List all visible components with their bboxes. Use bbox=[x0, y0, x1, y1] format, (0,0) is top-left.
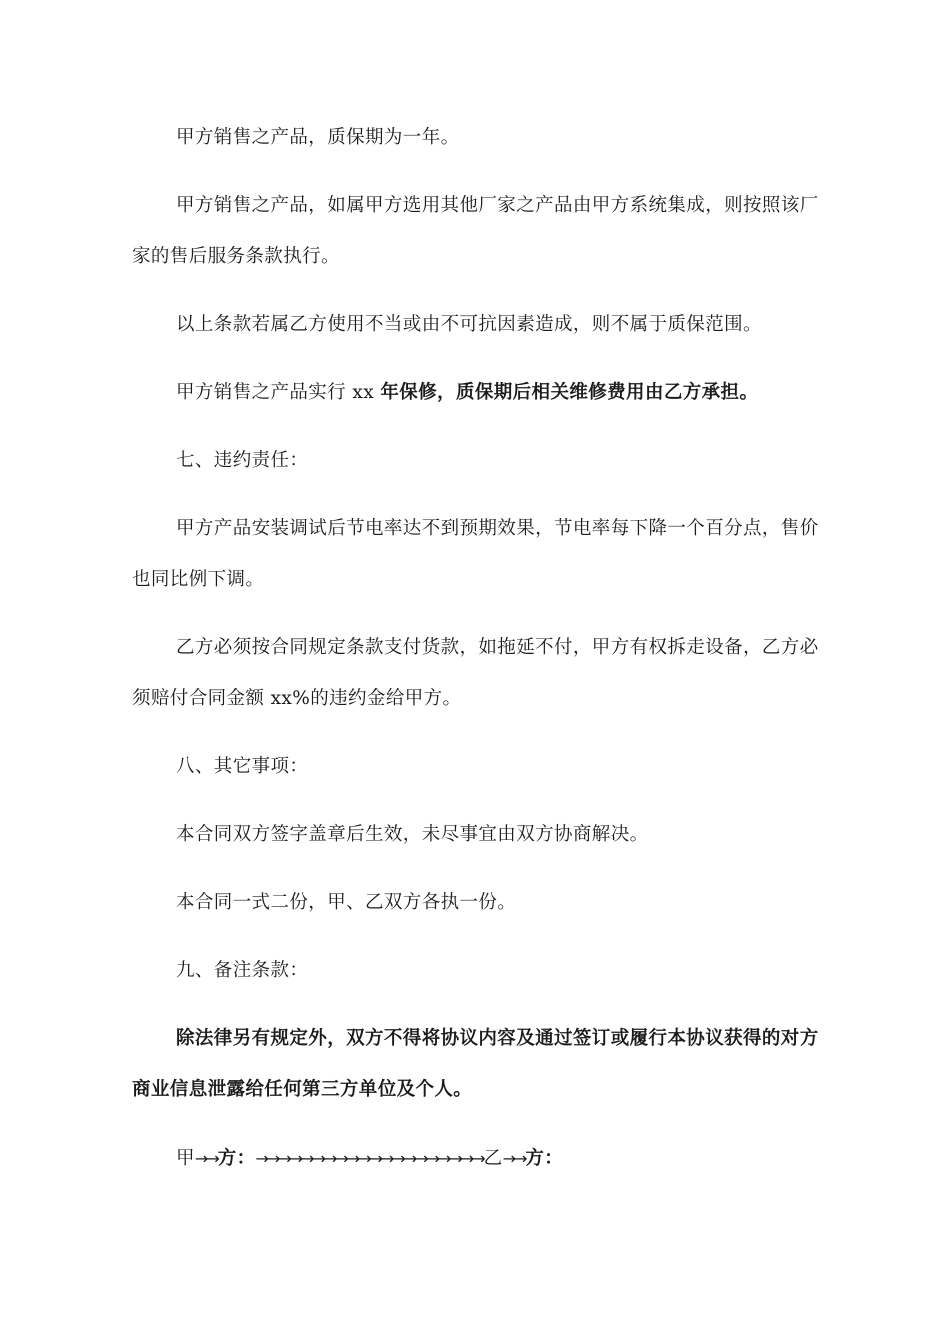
party-b-char: 乙 bbox=[483, 1148, 503, 1169]
paragraph-warranty-period: 甲方销售之产品，质保期为一年。 bbox=[176, 127, 460, 148]
paragraph-copies-clause: 本合同一式二份，甲、乙双方各执一份。 bbox=[176, 892, 517, 913]
party-a-char: 甲 bbox=[176, 1148, 195, 1169]
section-heading-breach-liability: 七、违约责任： bbox=[176, 450, 309, 471]
party-a-label: 方： bbox=[217, 1148, 256, 1169]
warranty-years-bold-text: 年保修，质保期后相关维修费用由乙方承担。 bbox=[380, 382, 759, 403]
section-heading-remarks: 九、备注条款： bbox=[176, 960, 309, 981]
paragraph-energy-saving-penalty: 甲方产品安装调试后节电率达不到预期效果，节电率每下降一个百分点，售价也同比例下调。 bbox=[132, 518, 819, 590]
section-heading-other-matters: 八、其它事项： bbox=[176, 756, 309, 777]
warranty-years-prefix: 甲方销售之产品实行 xx bbox=[176, 382, 381, 403]
tab-arrow-marks: →→ bbox=[502, 1149, 526, 1168]
paragraph-warranty-years bbox=[132, 367, 822, 418]
paragraph-effective-clause: 本合同双方签字盖章后生效，未尽事宜由双方协商解决。 bbox=[176, 824, 649, 845]
tab-arrow-marks: →→ bbox=[194, 1149, 218, 1168]
party-b-label: 方： bbox=[525, 1148, 564, 1169]
signature-line bbox=[132, 1133, 822, 1184]
paragraph-confidentiality: 除法律另有规定外，双方不得将协议内容及通过签订或履行本协议获得的对方商业信息泄露给任何第三方单位及个人。 bbox=[132, 1028, 819, 1100]
tab-arrow-marks: →→→→→→→→→→→→→→→→→→→→ bbox=[255, 1149, 484, 1168]
paragraph-third-party-products: 甲方销售之产品，如属甲方选用其他厂家之产品由甲方系统集成，则按照该厂家的售后服务条款执行。 bbox=[132, 195, 819, 267]
paragraph-warranty-exclusions: 以上条款若属乙方使用不当或由不可抗因素造成，则不属于质保范围。 bbox=[176, 314, 762, 335]
paragraph-payment-default: 乙方必须按合同规定条款支付货款，如拖延不付，甲方有权拆走设备，乙方必须赔付合同金额 xx%的违约金给甲方。 bbox=[132, 637, 819, 709]
